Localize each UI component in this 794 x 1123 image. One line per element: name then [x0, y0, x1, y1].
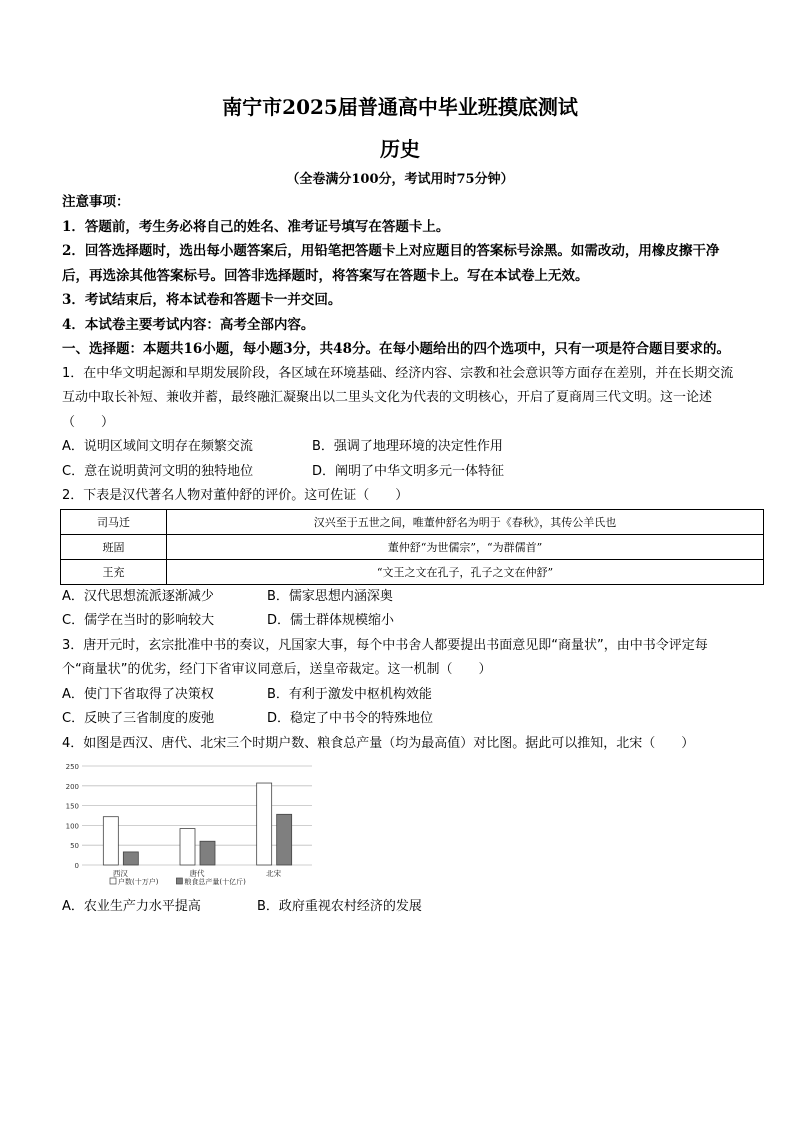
score-note: （全卷满分100分，考试用时75分钟） [286, 172, 514, 187]
option-a: A．农业生产力水平提高 [62, 899, 201, 914]
table-cell-text: 董仲舒“为世儒宗”，“为群儒首” [167, 534, 764, 559]
y-tick-label: 150 [65, 802, 79, 811]
section-heading: 一、选择题：本题共16小题，每小题3分，共48分。在每小题给出的四个选项中，只有一项是符合题目要求的。 [62, 341, 730, 357]
bar [200, 841, 215, 865]
y-tick-label: 250 [65, 763, 79, 771]
evaluation-table [60, 509, 764, 585]
y-tick-label: 50 [70, 842, 79, 851]
legend-swatch [176, 878, 182, 884]
question-4-options-row1 [62, 895, 738, 920]
table-cell-name: 司马迁 [61, 509, 167, 534]
note-item: 4．本试卷主要考试内容：高考全部内容。 [62, 316, 315, 333]
y-tick-label: 100 [65, 822, 79, 831]
question-4-stem: 4．如图是西汉、唐代、北宋三个时期户数、粮食总产量（均为最高值）对比图。据此可以推知，北宋（ ） [62, 735, 695, 751]
option-b: B．强调了地理环境的决定性作用 [312, 439, 503, 454]
bar-chart [62, 760, 322, 895]
option-b: B．儒家思想内涵深奥 [267, 588, 393, 604]
bar-chart-container [62, 760, 738, 895]
bar [180, 829, 195, 865]
y-tick-label: 0 [74, 862, 79, 870]
option-c: C．意在说明黄河文明的独特地位 [62, 463, 254, 479]
question-1-stem: 1．在中华文明起源和早期发展阶段，各区域在环境基础、经济内容、宗教和社会意识等方面存在差别，并在长期交流互动中取长补短、兼收并蓄，最终融汇凝聚出以二里头文化为代表的文明核心，开启了夏商周三代文明。这一论述（ ） [62, 365, 734, 430]
bar [277, 814, 292, 865]
option-c: C．儒学在当时的影响较大 [62, 613, 215, 628]
exam-title: 南宁市2025届普通高中毕业班摸底测试 [222, 95, 578, 119]
x-tick-label: 北宋 [266, 869, 282, 878]
legend-label: 粮食总产量(十亿斤) [184, 878, 246, 886]
option-a: A．使门下省取得了决策权 [62, 686, 214, 702]
question-3-stem: 3．唐开元时，玄宗批准中书的奏议，凡国家大事，每个中书舍人都要提出书面意见即“商量状”，由中书令评定每个“商量状”的优劣，经门下省审议同意后，送皇帝裁定。这一机制（ ） [62, 637, 708, 677]
bar [257, 783, 272, 865]
y-tick-label: 200 [65, 782, 79, 791]
table-cell-text: 汉兴至于五世之间，唯董仲舒名为明于《春秋》，其传公羊氏也 [167, 509, 764, 534]
table-cell-text: “文王之文在孔子，孔子之文在仲舒” [167, 559, 764, 584]
option-a: A．说明区域间文明存在频繁交流 [62, 439, 253, 454]
bar [123, 852, 138, 865]
exam-subject: 历史 [380, 137, 420, 161]
question-2-stem: 2．下表是汉代著名人物对董仲舒的评价。这可佐证（ ） [62, 488, 409, 503]
table-row [61, 509, 764, 534]
option-b: B．有利于激发中枢机构效能 [267, 686, 432, 702]
x-tick-label: 唐代 [189, 869, 205, 878]
notes-section [62, 190, 738, 337]
table-row [61, 534, 764, 559]
option-b: B．政府重视农村经济的发展 [257, 899, 422, 914]
legend-label: 户数(十万户) [118, 878, 159, 886]
table-row [61, 559, 764, 584]
note-item: 2．回答选择题时，选出每小题答案后，用铅笔把答题卡上对应题目的答案标号涂黑。如需改动，用橡皮擦干净后，再选涂其他答案标号。回答非选择题时，将答案写在答题卡上。写在本试卷上无效。 [62, 243, 720, 284]
option-d: D．稳定了中书令的特殊地位 [267, 711, 434, 726]
notes-heading: 注意事项： [62, 194, 130, 210]
question-2-options-row1 [62, 585, 738, 610]
question-1-options-row2 [62, 460, 738, 485]
x-tick-label: 西汉 [112, 869, 128, 878]
bar [103, 817, 118, 865]
question-3-options-row1 [62, 683, 738, 708]
legend-swatch [110, 878, 116, 884]
option-a: A．汉代思想流派逐渐减少 [62, 588, 214, 604]
question-2-options-row2 [62, 609, 738, 634]
table-cell-name: 王充 [61, 559, 167, 584]
option-d: D．儒士群体规模缩小 [267, 613, 395, 628]
option-c: C．反映了三省制度的废弛 [62, 711, 215, 726]
option-d: D．阐明了中华文明多元一体特征 [312, 463, 505, 479]
question-1-options-row1 [62, 435, 738, 460]
note-item: 3．考试结束后，将本试卷和答题卡一并交回。 [62, 292, 342, 308]
table-cell-name: 班固 [61, 534, 167, 559]
note-item: 1．答题前，考生务必将自己的姓名、准考证号填写在答题卡上。 [62, 218, 450, 235]
exam-page [62, 92, 738, 920]
question-3-options-row2 [62, 707, 738, 732]
